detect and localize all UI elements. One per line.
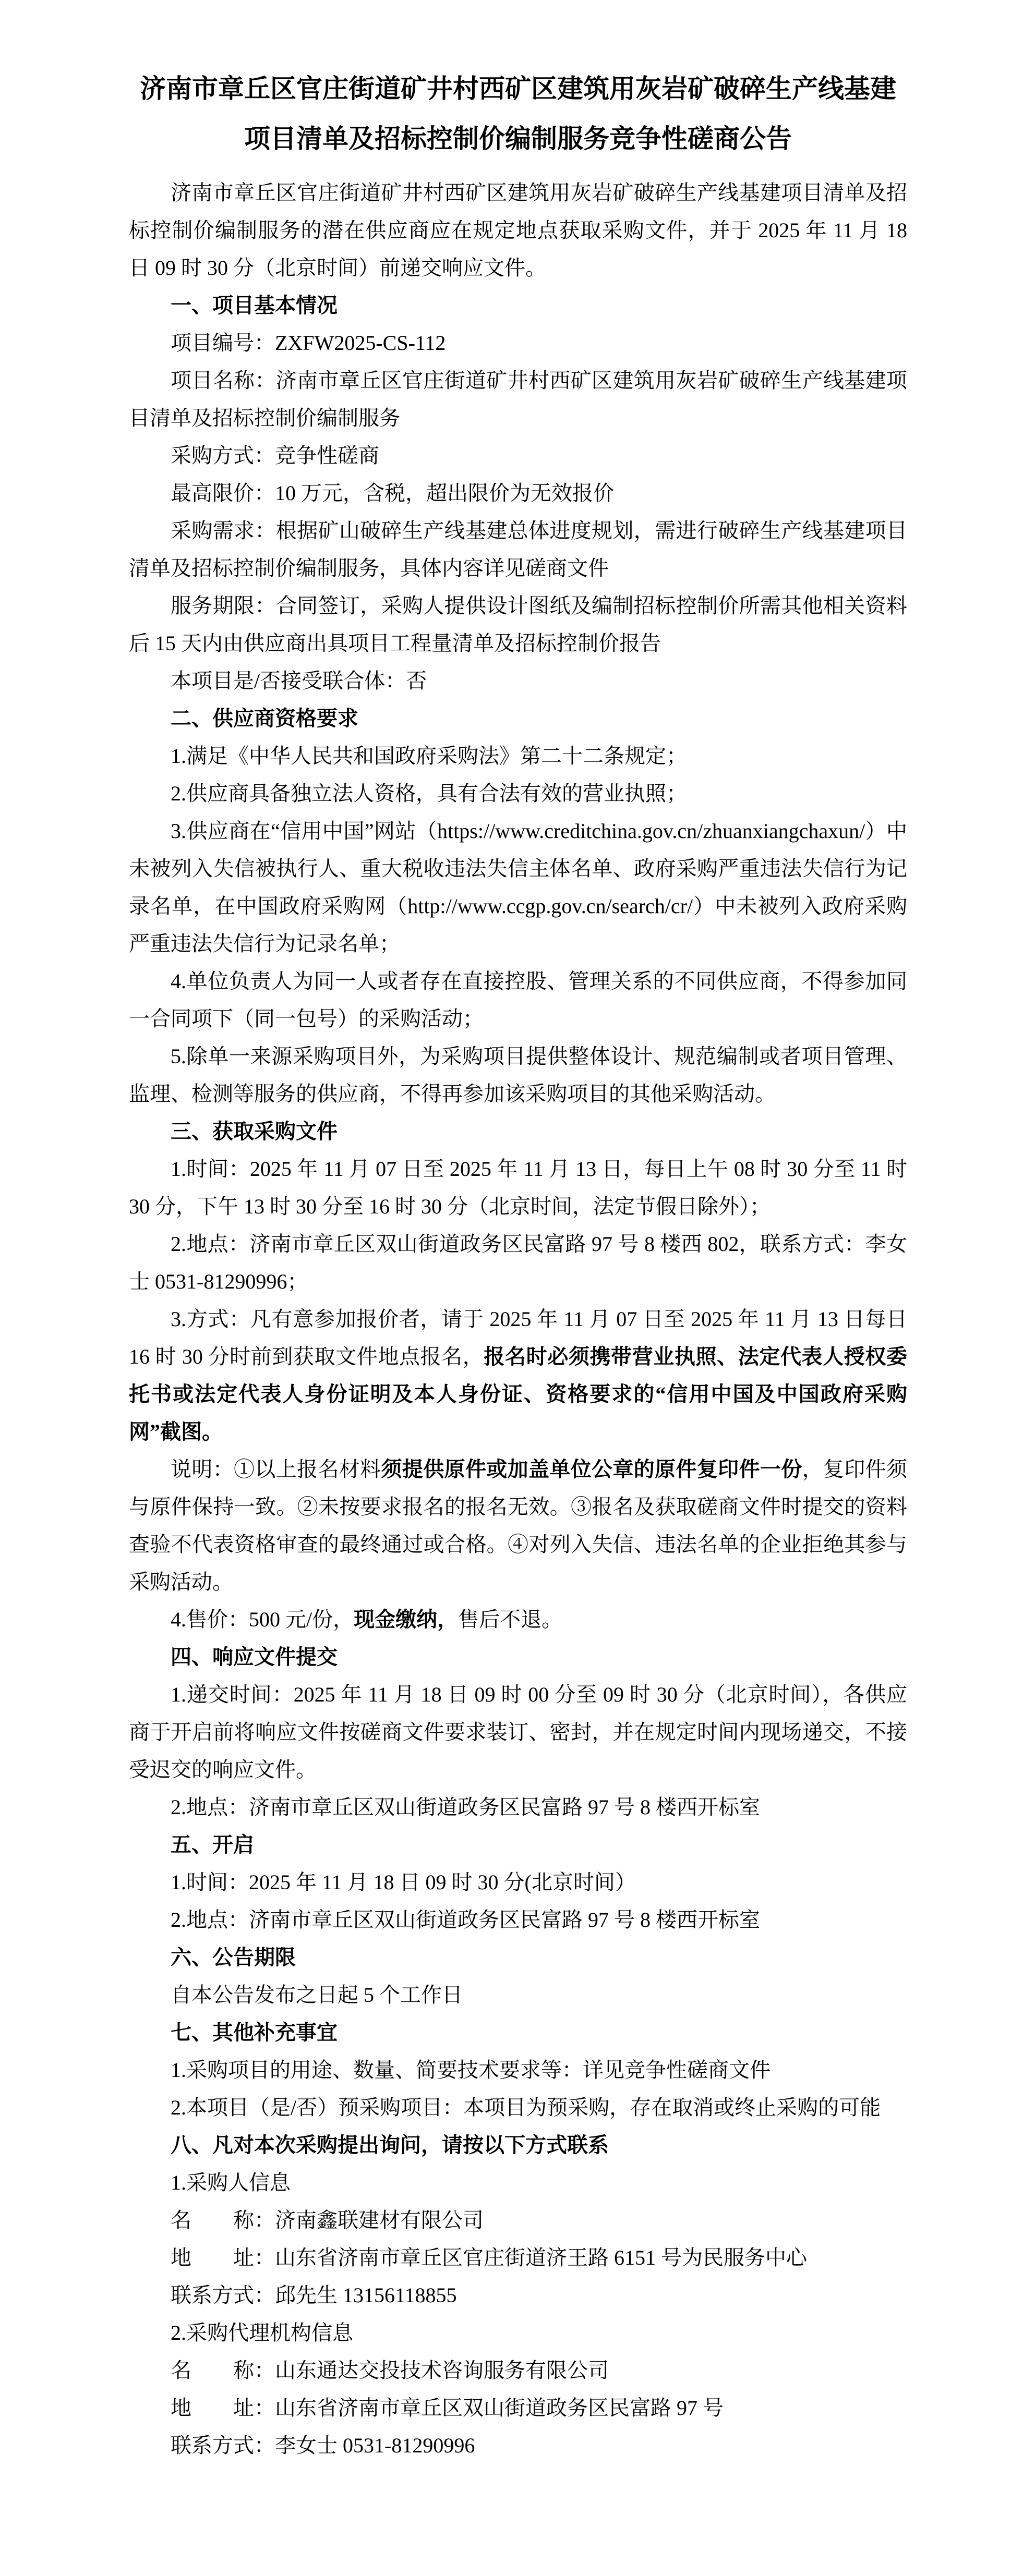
text-segment: 2.地点：济南市章丘区双山街道政务区民富路 97 号 8 楼西开标室 <box>171 1908 760 1931</box>
paragraph <box>129 475 907 512</box>
bold-text-segment: 须提供原件或加盖单位公章的原件复印件一份 <box>381 1457 802 1481</box>
text-segment: 服务期限：合同签订，采购人提供设计图纸及编制招标控制价所需其他相关资料后 15 天内由供应商出具项目工程量清单及招标控制价报告 <box>129 594 907 655</box>
announcement-document <box>129 64 907 2464</box>
paragraph <box>129 1901 907 1939</box>
text-segment: 4.单位负责人为同一人或者存在直接控股、管理关系的不同供应商，不得参加同一合同项下（同一包号）的采购活动； <box>129 969 907 1030</box>
bold-text-segment: 二、供应商资格要求 <box>171 707 358 730</box>
paragraph <box>129 737 907 775</box>
bold-text-segment: 六、公告期限 <box>171 1946 296 1969</box>
text-segment: 联系方式：李女士 0531-81290996 <box>171 2434 475 2457</box>
section-heading <box>129 1826 907 1864</box>
section-heading <box>129 1113 907 1150</box>
bold-text-segment: 一、项目基本情况 <box>171 294 338 317</box>
paragraph <box>129 775 907 812</box>
bold-text-segment: 现金缴纳， <box>354 1608 459 1631</box>
text-segment: 2.地点：济南市章丘区双山街道政务区民富路 97 号 8 楼西 802，联系方式：李女士 0531-81290996； <box>129 1232 907 1293</box>
paragraph <box>129 1976 907 2014</box>
text-segment: 采购方式：竞争性磋商 <box>171 444 379 467</box>
text-segment: 1.采购项目的用途、数量、简要技术要求等：详见竞争性磋商文件 <box>171 2058 771 2082</box>
paragraph <box>129 2389 907 2427</box>
paragraph <box>129 174 907 287</box>
paragraph <box>129 512 907 587</box>
paragraph <box>129 324 907 362</box>
paragraph <box>129 2089 907 2127</box>
bold-text-segment: 八、凡对本次采购提出询问，请按以下方式联系 <box>171 2133 609 2157</box>
text-segment: 2.采购代理机构信息 <box>171 2321 353 2344</box>
text-segment: 1.递交时间：2025 年 11 月 18 日 09 时 00 分至 09 时 30 分（北京时间），各供应商于开启前将响应文件按磋商文件要求装订、密封，并在规定时间内现场递交，不接受迟交的响应文件。 <box>129 1683 907 1781</box>
text-segment: 地 址：山东省济南市章丘区官庄街道济王路 6151 号为民服务中心 <box>171 2246 807 2269</box>
text-segment: 最高限价：10 万元，含税，超出限价为无效报价 <box>171 481 614 505</box>
section-heading <box>129 2014 907 2051</box>
paragraph <box>129 662 907 700</box>
text-segment: 售后不退。 <box>458 1608 563 1631</box>
text-segment: 1.时间：2025 年 11 月 07 日至 2025 年 11 月 13 日，每日上午 08 时 30 分至 11 时 30 分，下午 13 时 30 分至 16 时 30 分（北京时间，法定节假日除外）； <box>129 1157 907 1218</box>
paragraph <box>129 2314 907 2352</box>
bold-text-segment: 四、响应文件提交 <box>171 1645 338 1669</box>
section-heading <box>129 700 907 737</box>
text-segment: 2.供应商具备独立法人资格，具有合法有效的营业执照； <box>171 782 687 805</box>
paragraph <box>129 2239 907 2277</box>
text-segment: 项目编号：ZXFW2025-CS-112 <box>171 331 446 355</box>
text-segment: 说明：①以上报名材料 <box>171 1457 381 1481</box>
paragraph <box>129 2427 907 2464</box>
text-segment: 5.除单一来源采购项目外，为采购项目提供整体设计、规范编制或者项目管理、监理、检测等服务的供应商，不得再参加该采购项目的其他采购活动。 <box>129 1044 907 1105</box>
paragraph <box>129 1150 907 1225</box>
text-segment: ，复印件须与原件保持一致。②未按要求报名的报名无效。③报名及获取磋商文件时提交的资料查验不代表资格审查的最终通过或合格。④对列入失信、违法名单的企业拒绝其参与采购活动。 <box>129 1457 908 1594</box>
paragraph <box>129 1301 907 1451</box>
paragraph <box>129 1225 907 1301</box>
paragraph <box>129 2277 907 2314</box>
text-segment: 名 称：济南鑫联建材有限公司 <box>171 2208 484 2232</box>
text-segment: 名 称：山东通达交投技术咨询服务有限公司 <box>171 2359 609 2382</box>
paragraph <box>129 1451 907 1601</box>
text-segment: 项目名称：济南市章丘区官庄街道矿井村西矿区建筑用灰岩矿破碎生产线基建项目清单及招标控制价编制服务 <box>129 369 907 430</box>
text-segment: 联系方式：邱先生 13156118855 <box>171 2283 457 2307</box>
paragraph <box>129 812 907 963</box>
text-segment: 济南市章丘区官庄街道矿井村西矿区建筑用灰岩矿破碎生产线基建项目清单及招标控制价编制服务的潜在供应商应在规定地点获取采购文件，并于 2025 年 11 月 18 日 09 时 30 分（北京时间）前递交响应文件。 <box>129 181 907 280</box>
paragraph <box>129 1601 907 1638</box>
paragraph <box>129 2202 907 2239</box>
text-segment: 2.地点：济南市章丘区双山街道政务区民富路 97 号 8 楼西开标室 <box>171 1795 760 1819</box>
paragraph <box>129 1864 907 1901</box>
paragraph <box>129 437 907 475</box>
text-segment: 1.采购人信息 <box>171 2171 291 2194</box>
bold-text-segment: 五、开启 <box>171 1833 254 1856</box>
text-segment: 3.供应商在“信用中国”网站（https://www.creditchina.gov.cn/zhuanxiangchaxun/）中未被列入失信被执行人、重大税收违法失信主体名单、政府采购严重违法失信行为记录名单，在中国政府采购网（http://www.ccgp.gov.cn/search/cr/）中未被列入政府采购严重违法失信行为记录名单； <box>129 819 907 955</box>
paragraph <box>129 1789 907 1826</box>
bold-text-segment: 报名时必须携带营业执照、法定代表人授权委托书或法定代表人身份证明及本人身份证、资格要求的“信用中国及中国政府采购网”截图。 <box>129 1345 908 1443</box>
text-segment: 1.满足《中华人民共和国政府采购法》第二十二条规定； <box>171 744 687 768</box>
text-segment: 自本公告发布之日起 5 个工作日 <box>171 1983 463 2007</box>
paragraph <box>129 963 907 1038</box>
paragraph <box>129 1676 907 1789</box>
bold-text-segment: 济南市章丘区官庄街道矿井村西矿区建筑用灰岩矿破碎生产线基建项目清单及招标控制价编制服务竞争性磋商公告 <box>140 74 896 153</box>
document-title <box>137 64 899 164</box>
paragraph <box>129 2051 907 2089</box>
paragraph <box>129 587 907 662</box>
section-heading <box>129 1939 907 1976</box>
text-segment: 1.时间：2025 年 11 月 18 日 09 时 30 分(北京时间） <box>171 1870 636 1894</box>
text-segment: 本项目是/否接受联合体：否 <box>171 669 427 692</box>
text-segment: 3.方式：凡有意参加报价者，请于 2025 年 11 月 07 日至 2025 年 11 月 13 日每日 16 时 30 分时前到获取文件地点报名， <box>129 1307 907 1368</box>
section-heading <box>129 2127 907 2164</box>
text-segment: 采购需求：根据矿山破碎生产线基建总体进度规划，需进行破碎生产线基建项目清单及招标控制价编制服务，具体内容详见磋商文件 <box>129 519 907 580</box>
paragraph <box>129 2352 907 2389</box>
paragraph <box>129 2164 907 2202</box>
section-heading <box>129 1638 907 1676</box>
paragraph <box>129 1038 907 1113</box>
section-heading <box>129 287 907 324</box>
paragraph <box>129 362 907 437</box>
text-segment: 2.本项目（是/否）预采购项目：本项目为预采购，存在取消或终止采购的可能 <box>171 2096 881 2119</box>
text-segment: 4.售价：500 元/份， <box>171 1608 354 1631</box>
text-segment: 地 址：山东省济南市章丘区双山街道政务区民富路 97 号 <box>171 2396 724 2420</box>
bold-text-segment: 七、其他补充事宜 <box>171 2021 338 2044</box>
bold-text-segment: 三、获取采购文件 <box>171 1120 338 1143</box>
